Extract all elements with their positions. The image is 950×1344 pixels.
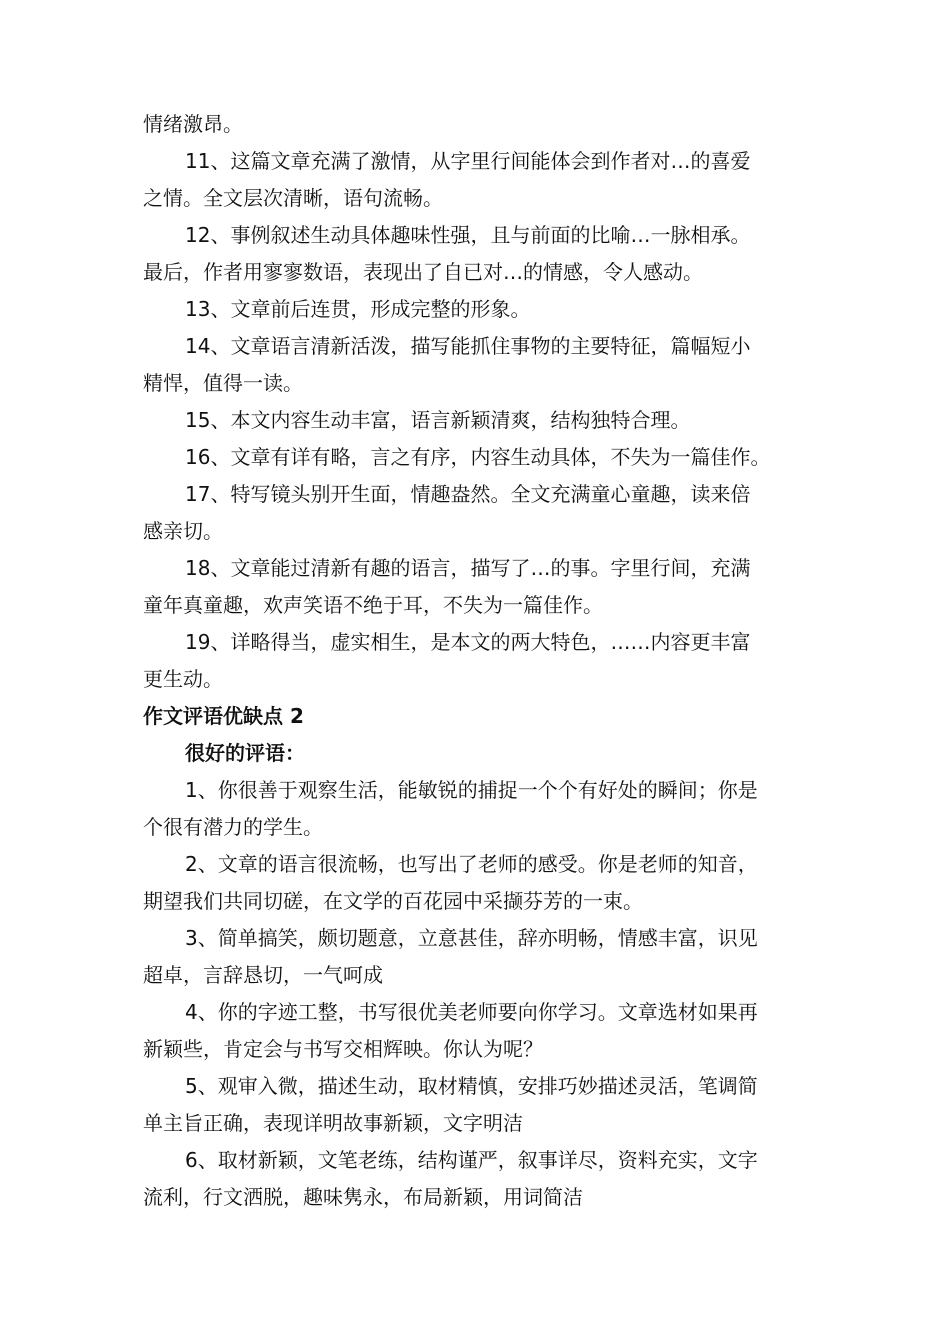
text-line: 14、文章语言清新活泼，描写能抓住事物的主要特征，篇幅短小	[185, 334, 751, 358]
section-heading: 作文评语优缺点 2	[143, 704, 304, 728]
text-line: 超卓，言辞恳切，一气呵成	[143, 963, 383, 987]
text-line: 11、这篇文章充满了激情，从字里行间能体会到作者对…的喜爱	[185, 149, 751, 173]
text-line: 新颖些，肯定会与书写交相辉映。你认为呢？	[143, 1037, 543, 1061]
text-line: 期望我们共同切磋，在文学的百花园中采撷芬芳的一束。	[143, 889, 643, 913]
text-line: 最后，作者用寥寥数语，表现出了自已对…的情感，令人感动。	[143, 260, 703, 284]
text-line: 16、文章有详有略，言之有序，内容生动具体，不失为一篇佳作。	[185, 445, 771, 469]
text-line: 17、特写镜头别开生面，情趣盎然。全文充满童心童趣，读来倍	[185, 482, 751, 506]
text-line: 感亲切。	[143, 519, 223, 543]
text-line: 精悍，值得一读。	[143, 371, 303, 395]
text-line: 12、事例叙述生动具体趣味性强，且与前面的比喻…一脉相承。	[185, 223, 751, 247]
text-line: 4、你的字迹工整，书写很优美老师要向你学习。文章选材如果再	[185, 1000, 758, 1024]
text-line: 3、简单搞笑，颇切题意，立意甚佳，辞亦明畅，情感丰富，识见	[185, 926, 758, 950]
text-line: 6、取材新颖，文笔老练，结构谨严，叙事详尽，资料充实，文字	[185, 1148, 758, 1172]
text-line: 单主旨正确，表现详明故事新颖，文字明洁	[143, 1111, 523, 1135]
text-line: 情绪激昂。	[143, 112, 243, 136]
text-line: 19、详略得当，虚实相生，是本文的两大特色，……内容更丰富	[185, 630, 751, 654]
text-line: 之情。全文层次清晰，语句流畅。	[143, 186, 443, 210]
text-line: 更生动。	[143, 667, 223, 691]
text-line: 1、你很善于观察生活，能敏锐的捕捉一个个有好处的瞬间；你是	[185, 778, 758, 802]
text-line: 童年真童趣，欢声笑语不绝于耳，不失为一篇佳作。	[143, 593, 603, 617]
text-line: 5、观审入微，描述生动，取材精慎，安排巧妙描述灵活，笔调简	[185, 1074, 758, 1098]
text-line: 2、文章的语言很流畅，也写出了老师的感受。你是老师的知音，	[185, 852, 758, 876]
text-line: 18、文章能过清新有趣的语言，描写了…的事。字里行间，充满	[185, 556, 751, 580]
subsection-heading: 很好的评语：	[185, 741, 305, 765]
text-line: 个很有潜力的学生。	[143, 815, 323, 839]
document-page	[143, 106, 823, 1216]
text-line: 13、文章前后连贯，形成完整的形象。	[185, 297, 531, 321]
text-line: 15、本文内容生动丰富，语言新颖清爽，结构独特合理。	[185, 408, 691, 432]
text-line: 流利，行文洒脱，趣味隽永，布局新颖，用词简洁	[143, 1185, 583, 1209]
